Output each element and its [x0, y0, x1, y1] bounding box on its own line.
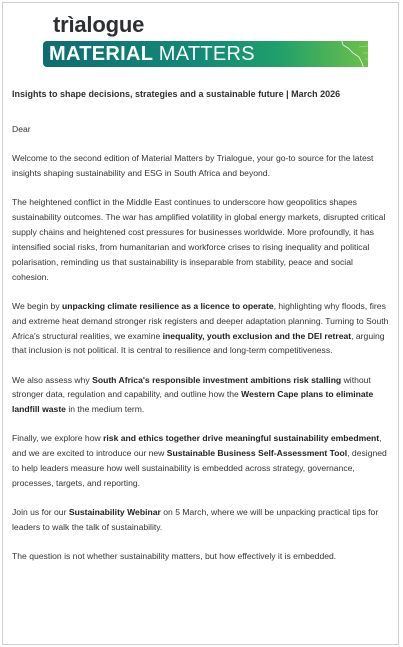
- link-responsible-investment[interactable]: South Africa's responsible investment ambitions risk stalling: [92, 374, 342, 385]
- paragraph-responsible-investment: We also assess why South Africa's responsible investment ambitions risk stalling without stronger data, regulation and capability, and outline how the Western Cape plans to eliminate landfill waste in the medium term.: [12, 374, 374, 415]
- paragraph-welcome: Welcome to the second edition of Material Matters by Trialogue, your go-to source for the latest insights shaping sustainability and ESG in South Africa and beyond.: [12, 153, 374, 178]
- material-matters-banner: [43, 41, 368, 67]
- greeting: Dear: [12, 124, 31, 134]
- link-inequality-dei[interactable]: inequality, youth exclusion and the DEI retreat: [162, 330, 352, 341]
- link-risk-ethics[interactable]: risk and ethics together drive meaningful sustainability embedment: [103, 433, 380, 444]
- newsletter-header: [3, 3, 398, 75]
- banner-title-bold: MATERIAL: [49, 43, 153, 65]
- email-body: [12, 122, 390, 578]
- africa-map-icon: [329, 23, 399, 75]
- email-frame: [2, 2, 399, 645]
- paragraph-geopolitics: The heightened conflict in the Middle East continues to underscore how geopolitics shapes sustainability outcomes. The war has amplified volatility in global energy markets, disrupted critical supply chains and heightened cost pressures for businesses worldwide. More profoundly, it has intensified social risks, from humanitarian and workforce crises to rising inequality and political polarisation, reminding us that sustainability is inseparable from stability, peace and social cohesion.: [12, 197, 386, 282]
- banner-title-thin: MATTERS: [158, 43, 255, 65]
- paragraph-webinar: Join us for our Sustainability Webinar on 5 March, where we will be unpacking practical tips for leaders to walk the talk of sustainability.: [12, 507, 379, 533]
- banner-title: [49, 43, 255, 65]
- paragraph-climate-resilience: We begin by unpacking climate resilience as a licence to operate, highlighting why floods, fires and extreme heat demand stronger risk registers and deeper adaptation planning. Turning to South Africa's structural realities, we examine inequality, youth exclusion and the DEI retreat, arguing that inclusion is not political. It is central to resilience and long-term competitiveness.: [12, 300, 389, 356]
- newsletter-tagline: Insights to shape decisions, strategies and a sustainable future | March 2026: [12, 89, 341, 99]
- link-sustainability-webinar[interactable]: Sustainability Webinar: [68, 507, 161, 518]
- link-self-assessment-tool[interactable]: Sustainable Business Self-Assessment Tool: [166, 448, 348, 459]
- trialogue-logo: trìalogue: [53, 12, 145, 37]
- paragraph-closing: The question is not whether sustainability matters, but how effectively it is embedded.: [12, 551, 337, 562]
- link-western-cape-waste[interactable]: Western Cape plans to eliminate landfill waste: [12, 389, 374, 415]
- paragraph-risk-ethics: Finally, we explore how risk and ethics together drive meaningful sustainability embedment, and we are excited to introduce our new Sustainable Business Self-Assessment Tool, designed to help leaders measure how well sustainability is embedded across strategy, governance, processes, targets, and reporting.: [12, 433, 387, 489]
- link-climate-resilience[interactable]: unpacking climate resilience as a licence to operate: [62, 300, 274, 311]
